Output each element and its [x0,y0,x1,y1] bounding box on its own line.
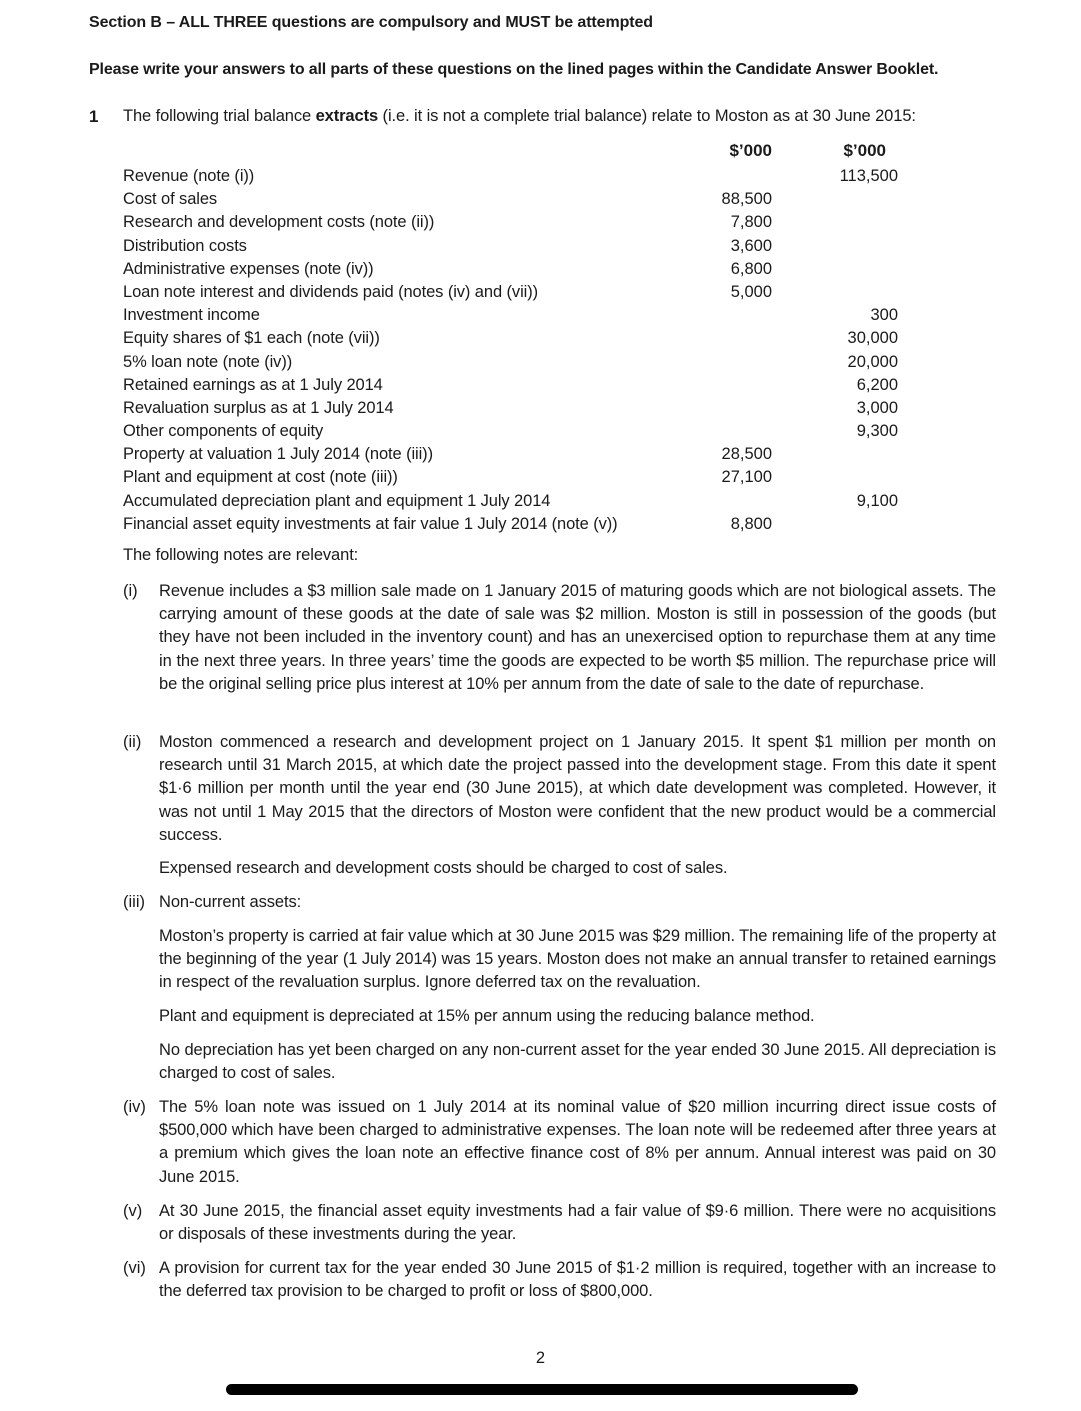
row-label: Cost of sales [123,190,218,209]
debit-value: 7,800 [730,213,772,232]
row-label: 5% loan note (note (iv)) [123,352,293,371]
debit-value: 27,100 [721,468,772,487]
note-i [123,580,996,696]
credit-value: 3,000 [856,398,898,417]
row-label: Plant and equipment at cost (note (iii)) [123,468,398,487]
debit-value: 6,800 [730,259,772,278]
note-iii [123,891,996,914]
table-row [123,165,923,188]
note-text: The 5% loan note was issued on 1 July 2014 at its nominal value of $20 million incurring direct issue costs of $500,000 which have been charged to administrative expenses. The loan note will be redeemed after three years at a premium which gives the loan note an effective finance cost of 8% per annum. Annual interest was paid on 30 June 2015. [159,1098,996,1186]
note-iii-para-3: No depreciation has yet been charged on any non-current asset for the year ended 30 June 2015. All depreciation is charged to cost of sales. [159,1041,996,1083]
note-text: A provision for current tax for the year ended 30 June 2015 of $1·2 million is required, together with an increase to the deferred tax provision to be charged to profit or loss of $800,000. [159,1259,996,1301]
table-row [123,258,923,281]
table-row [123,513,923,536]
row-label: Accumulated depreciation plant and equipment 1 July 2014 [123,491,551,510]
notes-intro: The following notes are relevant: [123,546,359,564]
table-row [123,397,923,420]
row-label: Property at valuation 1 July 2014 (note (iii)) [123,445,433,464]
debit-value: 28,500 [721,445,772,464]
section-heading: Section B – ALL THREE questions are compulsory and MUST be attempted [89,14,653,31]
note-text: At 30 June 2015, the financial asset equity investments had a fair value of $9·6 million. There were no acquisitions or disposals of these investments during the year. [159,1202,996,1244]
credit-value: 9,300 [856,422,898,441]
note-iii-para-2: Plant and equipment is depreciated at 15% per annum using the reducing balance method. [159,1007,815,1025]
row-label: Other components of equity [123,422,324,441]
table-row [123,374,923,397]
credit-value: 30,000 [847,329,898,348]
table-row [123,327,923,350]
row-label: Revaluation surplus as at 1 July 2014 [123,398,394,417]
note-iii-para-1: Moston’s property is carried at fair value which at 30 June 2015 was $29 million. The remaining life of the property at the beginning of the year (1 July 2014) was 15 years. Moston does not make an annual transfer to retained earnings in respect of the revaluation surplus. Ignore deferred tax on the revaluation. [159,927,996,992]
note-ii [123,731,996,847]
row-label: Financial asset equity investments at fair value 1 July 2014 (note (v)) [123,514,618,533]
row-label: Administrative expenses (note (iv)) [123,259,374,278]
note-vi [123,1257,996,1303]
table-row [123,235,923,258]
row-label: Loan note interest and dividends paid (notes (iv) and (vii)) [123,282,538,301]
credit-value: 20,000 [847,352,898,371]
row-label: Retained earnings as at 1 July 2014 [123,375,383,394]
note-number: (iv) [123,1098,146,1116]
trial-balance-header [123,141,923,165]
table-row [123,188,923,211]
note-number: (i) [123,582,138,600]
row-label: Revenue (note (i)) [123,167,255,185]
note-heading: Non-current assets: [159,893,302,911]
intro-bold: extracts [315,107,379,125]
intro-before: The following trial balance [123,107,316,125]
debit-column-header: $’000 [729,141,772,160]
table-row [123,304,923,327]
note-number: (v) [123,1202,143,1220]
table-row [123,443,923,466]
row-label: Equity shares of $1 each (note (vii)) [123,329,380,348]
intro-after: (i.e. it is not a complete trial balance) relate to Moston as at 30 June 2015: [378,107,916,125]
row-label: Distribution costs [123,236,247,255]
table-row [123,351,923,374]
home-indicator-bar[interactable] [226,1384,858,1395]
debit-value: 88,500 [721,190,772,209]
instruction-text: Please write your answers to all parts of these questions on the lined pages within the Candidate Answer Booklet. [89,61,939,78]
table-row [123,420,923,443]
credit-column-header: $’000 [843,141,886,160]
table-row [123,281,923,304]
credit-value: 6,200 [856,375,898,394]
note-number: (vi) [123,1259,146,1277]
debit-value: 3,600 [730,236,772,255]
note-text: Moston commenced a research and development project on 1 January 2015. It spent $1 million per month on research until 31 March 2015, at which date the project passed into the development stage. From this date it spent $1·6 million per month until the year end (30 June 2015), at which date development was completed. However, it was not until 1 May 2015 that the directors of Moston were confident that the new product would be a commercial success. [159,733,996,844]
row-label: Research and development costs (note (ii)) [123,213,435,232]
debit-value: 5,000 [730,282,772,301]
trial-balance-table [123,141,923,536]
question-intro [123,107,916,126]
debit-value: 8,800 [730,514,772,533]
table-row [123,490,923,513]
note-iv [123,1096,996,1189]
question-number: 1 [89,107,99,126]
row-label: Investment income [123,306,260,325]
credit-value: 300 [870,306,898,325]
table-row [123,211,923,234]
credit-value: 9,100 [856,491,898,510]
note-text: Revenue includes a $3 million sale made on 1 January 2015 of maturing goods which are not biological assets. The carrying amount of these goods at the date of sale was $2 million. Moston is still in possession of the goods (but they have not been included in the inventory count) and has an unexercised option to repurchase them at any time in the next three years. In three years’ time the goods are expected to be worth $5 million. The repurchase price will be the original selling price plus interest at 10% per annum from the date of sale to the date of repurchase. [159,582,996,693]
note-v [123,1200,996,1246]
page-number: 2 [535,1349,546,1367]
table-row [123,466,923,489]
note-ii-text-2: Expensed research and development costs should be charged to cost of sales. [159,859,728,877]
note-number: (iii) [123,893,145,911]
credit-value: 113,500 [839,167,898,185]
note-number: (ii) [123,733,142,751]
